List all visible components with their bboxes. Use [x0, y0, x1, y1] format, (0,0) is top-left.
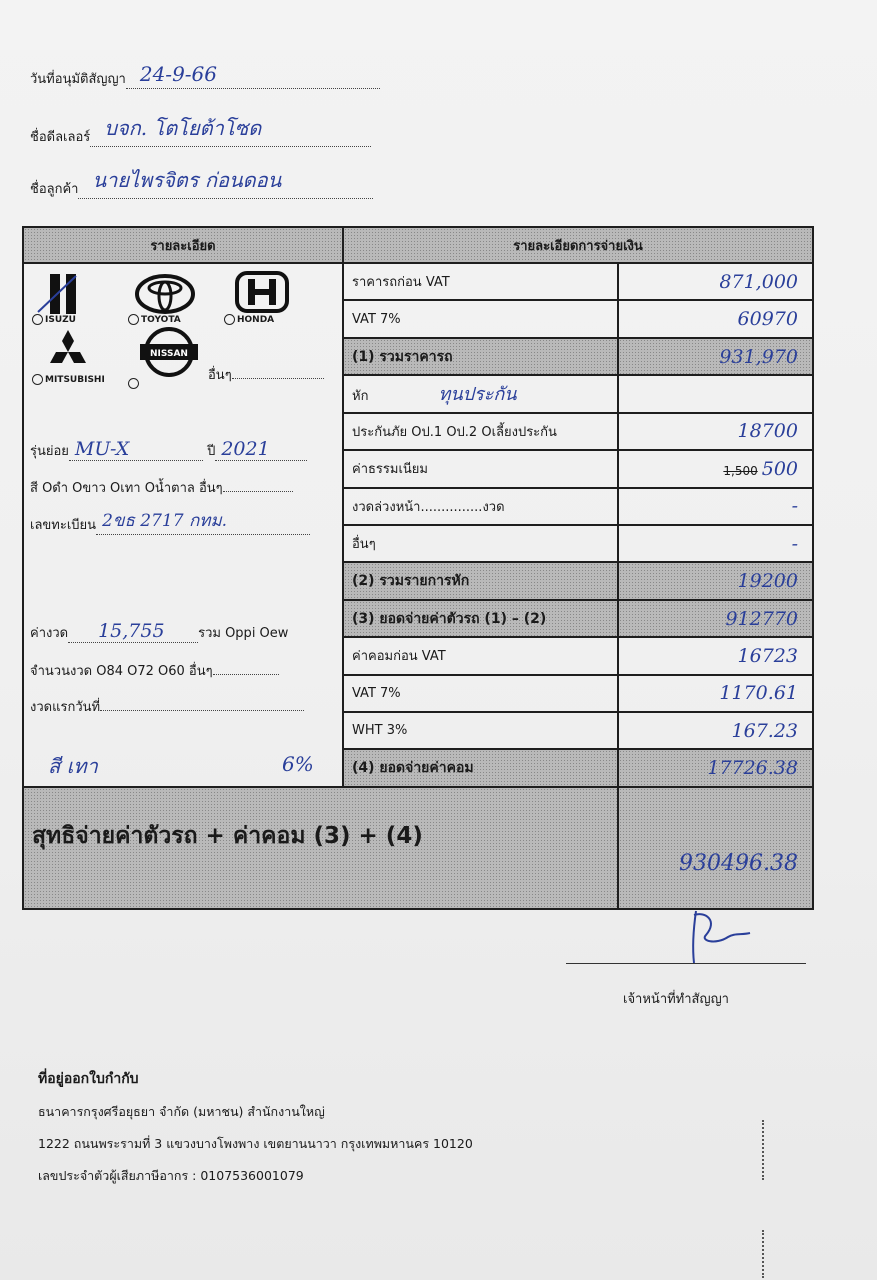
year-value: 2021	[221, 438, 270, 460]
row-wht-value: 167.23	[618, 712, 813, 749]
row-commission-vat-label: VAT 7%	[343, 675, 618, 712]
approve-date-row	[30, 62, 380, 89]
row-total-deduct-label: (2) รวมรายการหัก	[343, 562, 618, 599]
nissan-logo-icon	[138, 326, 200, 378]
address-line3: เลขประจำตัวผู้เสียภาษีอากร : 0107536001079	[38, 1168, 304, 1183]
terms-options: จำนวนงวด O84 O72 O60 อื่นๆ	[30, 664, 213, 679]
fee-struck: 1,500	[723, 463, 758, 478]
margin-mark-lower	[762, 1230, 768, 1278]
plate-label: เลขทะเบียน	[30, 518, 97, 533]
toyota-checkbox	[128, 314, 139, 325]
color-options: สี Oดำ Oขาว Oเทา Oน้ำตาล อื่นๆ	[30, 481, 223, 496]
address-line1: ธนาคารกรุงศรีอยุธยา จำกัด (มหาชน) สำนักงานใหญ่	[38, 1104, 325, 1119]
deduct-note: ทุนประกัน	[438, 384, 517, 406]
left-panel-title: รายละเอียด	[23, 227, 343, 263]
honda-checkbox	[224, 314, 235, 325]
approve-date-value: 24-9-66	[139, 62, 217, 86]
signature-label: เจ้าหน้าที่ทำสัญญา	[623, 992, 729, 1007]
row-commission-label: ค่าคอมก่อน VAT	[343, 637, 618, 674]
brand-isuzu: ISUZU	[45, 315, 76, 325]
row-deduct-value	[618, 375, 813, 412]
mitsubishi-checkbox	[32, 374, 43, 385]
address-title: ที่อยู่ออกใบกำกับ	[38, 1071, 139, 1087]
terms-row	[30, 660, 279, 681]
row-vat-value: 60970	[618, 300, 813, 337]
row-fee-value: 500	[761, 457, 798, 480]
row-other-value: -	[618, 525, 813, 562]
brand-mitsubishi: MITSUBISHI	[45, 375, 105, 385]
customer-value: นายไพรจิตร ก่อนดอน	[92, 168, 282, 192]
mitsubishi-logo-icon	[44, 328, 92, 372]
model-value: MU-X	[74, 438, 130, 460]
row-commission-total-label: (4) ยอดจ่ายค่าคอม	[343, 749, 618, 787]
margin-mark	[762, 1120, 768, 1180]
row-price-before-vat-label: ราคารถก่อน VAT	[343, 263, 618, 300]
plate-row	[30, 511, 310, 535]
row-insurance-value: 18700	[618, 413, 813, 450]
left-panel	[23, 263, 343, 787]
row-commission-total-value: 17726.38	[618, 749, 813, 787]
brand-honda: HONDA	[237, 315, 275, 325]
brand-toyota: TOYOTA	[141, 315, 181, 325]
model-row	[30, 440, 307, 461]
others-brand-label: อื่นๆ	[208, 368, 232, 383]
row-commission-vat-value: 1170.61	[618, 675, 813, 712]
row-price-before-vat-value: 871,000	[618, 263, 813, 300]
customer-label: ชื่อลูกค้า	[30, 182, 79, 197]
isuzu-checkbox	[32, 314, 43, 325]
net-total-label: สุทธิจ่ายค่าตัวรถ + ค่าคอม (3) + (4)	[23, 787, 618, 909]
toyota-logo-icon	[134, 274, 196, 314]
dealer-row	[30, 116, 371, 147]
net-total-value: 930496.38	[618, 787, 813, 909]
right-panel-title: รายละเอียดการจ่ายเงิน	[343, 227, 813, 263]
dealer-label: ชื่อดีลเลอร์	[30, 130, 91, 145]
isuzu-logo-icon	[36, 272, 92, 320]
year-label: ปี	[207, 444, 216, 459]
signature-line	[566, 963, 806, 964]
row-advance-label: งวดล่วงหน้า...............งวด	[343, 488, 618, 525]
plate-value: 2ขธ 2717 กทม.	[102, 511, 228, 531]
row-car-payment-value: 912770	[618, 600, 813, 637]
row-deduct-label: หัก	[352, 389, 369, 405]
row-other-label: อื่นๆ	[343, 525, 618, 562]
installment-row	[30, 622, 288, 643]
installment-suffix: รวม Oppi Oew	[198, 626, 289, 641]
note-rate: 6%	[282, 752, 314, 776]
installment-value: 15,755	[98, 620, 165, 642]
dealer-value: บจก. โตโยต้าโซด	[104, 116, 262, 140]
row-commission-value: 16723	[618, 637, 813, 674]
row-insurance-label: ประกันภัย Oป.1 Oป.2 Oเลี้ยงประกัน	[343, 413, 618, 450]
address-line2: 1222 ถนนพระรามที่ 3 แขวงบางโพงพาง เขตยานนาวา กรุงเทพมหานคร 10120	[38, 1136, 473, 1151]
row-wht-label: WHT 3%	[343, 712, 618, 749]
honda-logo-icon	[234, 270, 290, 314]
row-car-payment-label: (3) ยอดจ่ายค่าตัวรถ (1) – (2)	[343, 600, 618, 637]
first-due-label: งวดแรกวันที่	[30, 700, 101, 715]
svg-text:NISSAN: NISSAN	[150, 349, 188, 359]
row-total-car-label: (1) รวมราคารถ	[343, 338, 618, 375]
color-row	[30, 477, 293, 498]
row-fee-label: ค่าธรรมเนียม	[343, 450, 618, 487]
signature-icon	[676, 905, 756, 969]
payment-detail-table	[22, 226, 814, 910]
row-total-deduct-value: 19200	[618, 562, 813, 599]
model-label: รุ่นย่อย	[30, 444, 69, 459]
nissan-checkbox	[128, 378, 139, 389]
approve-date-label: วันที่อนุมัติสัญญา	[30, 72, 126, 87]
first-due-row	[30, 696, 304, 717]
row-advance-value: -	[618, 488, 813, 525]
row-total-car-value: 931,970	[618, 338, 813, 375]
row-vat-label: VAT 7%	[343, 300, 618, 337]
installment-label: ค่างวด	[30, 626, 69, 641]
customer-row	[30, 168, 373, 199]
note-color: สี เทา	[48, 754, 98, 778]
